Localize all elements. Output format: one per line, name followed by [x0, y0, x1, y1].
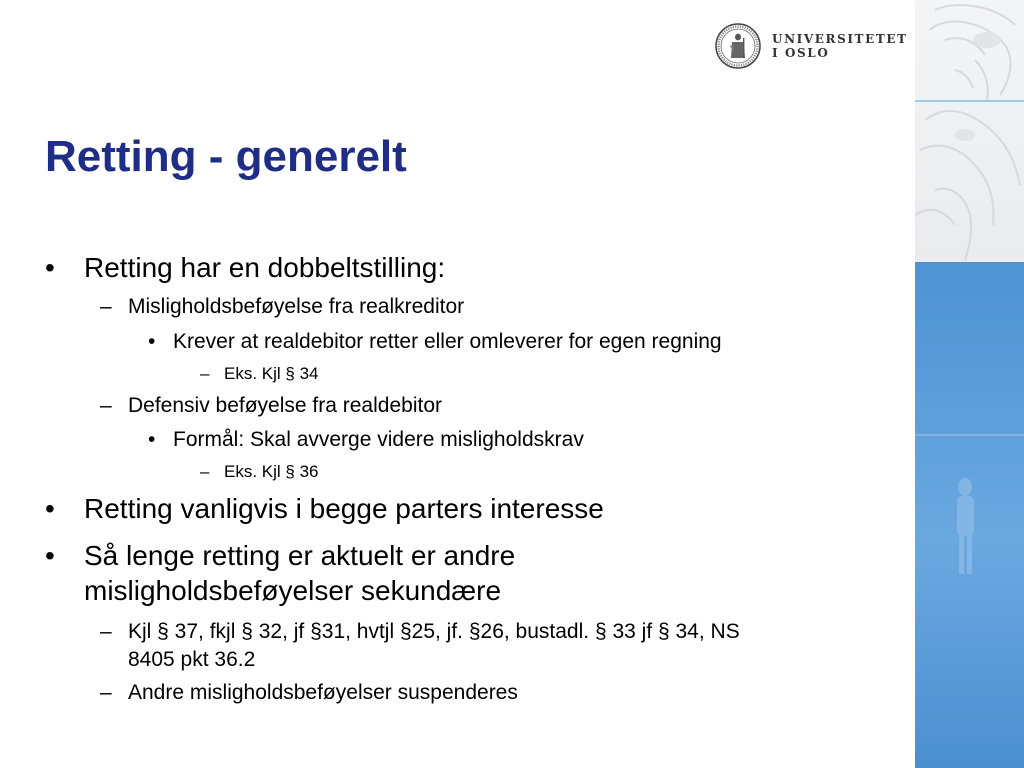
bullet-marker: –	[200, 364, 210, 383]
bullet-item-line2: misligholdsbeføyelser sekundære	[84, 575, 502, 606]
bullet-marker: –	[200, 462, 210, 481]
bullet-marker: –	[100, 681, 112, 704]
bullet-item: Andre misligholdsbeføyelser suspenderes	[128, 681, 518, 704]
university-seal-icon	[714, 22, 762, 70]
bullet-marker: –	[100, 394, 112, 417]
classical-head-relief-icon	[915, 0, 1024, 262]
logo-line2: I OSLO	[772, 46, 830, 60]
decorative-side-band	[915, 0, 1024, 768]
bullet-item-line1: Kjl § 37, fkjl § 32, jf §31, hvtjl §25, jf. §26, bustadl. § 33 jf § 34, NS	[128, 620, 740, 643]
bullet-marker: –	[100, 295, 112, 318]
bullet-item: Retting vanligvis i begge parters interesse	[84, 493, 604, 524]
bullet-marker: –	[100, 620, 112, 643]
university-logo	[714, 22, 908, 70]
bullet-marker: •	[148, 428, 156, 451]
bullet-item: Defensiv beføyelse fra realdebitor	[128, 394, 442, 417]
bullet-marker: •	[45, 252, 55, 283]
bullet-item: Eks. Kjl § 34	[224, 364, 319, 383]
logo-line1: UNIVERSITETET	[772, 32, 908, 46]
bullet-item: Misligholdsbeføyelse fra realkreditor	[128, 295, 465, 318]
bullet-item: Krever at realdebitor retter eller omleverer for egen regning	[173, 330, 722, 353]
bullet-marker: •	[45, 493, 55, 524]
bullet-item: Eks. Kjl § 36	[224, 462, 319, 481]
bullet-item: Retting har en dobbeltstilling:	[84, 252, 446, 283]
slide-title: Retting - generelt	[45, 132, 407, 181]
statue-figure-icon	[915, 262, 1024, 768]
band-divider	[915, 100, 1024, 102]
bullet-marker: •	[148, 330, 156, 353]
bullet-item-line2: 8405 pkt 36.2	[128, 648, 256, 671]
bullet-item: Formål: Skal avverge videre misligholdskrav	[173, 428, 584, 451]
bullet-item-line1: Så lenge retting er aktuelt er andre	[84, 540, 516, 571]
bullet-marker: •	[45, 540, 55, 571]
